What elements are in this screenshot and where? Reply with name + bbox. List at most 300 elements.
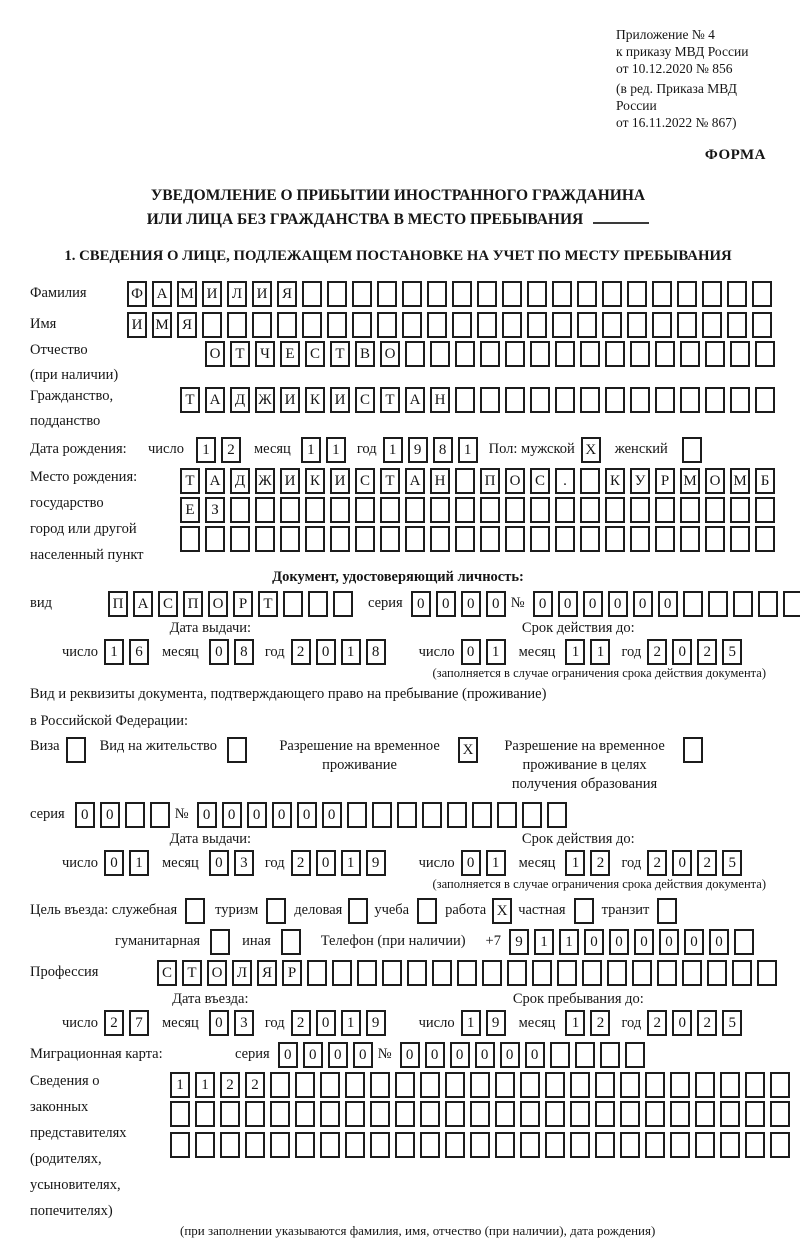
char-cell[interactable]	[405, 526, 425, 552]
char-cell[interactable]: 0	[672, 850, 692, 876]
doc-number-input[interactable]	[533, 591, 800, 617]
char-cell[interactable]	[580, 468, 600, 494]
char-cell[interactable]	[445, 1101, 465, 1127]
char-cell[interactable]: 1	[129, 850, 149, 876]
char-cell[interactable]: О	[208, 591, 228, 617]
char-cell[interactable]	[402, 312, 422, 338]
char-cell[interactable]: 2	[697, 1010, 717, 1036]
char-cell[interactable]	[680, 497, 700, 523]
char-cell[interactable]	[620, 1132, 640, 1158]
char-cell[interactable]	[727, 281, 747, 307]
char-cell[interactable]: Ж	[255, 468, 275, 494]
char-cell[interactable]: 2	[697, 639, 717, 665]
char-cell[interactable]	[330, 497, 350, 523]
char-cell[interactable]: А	[133, 591, 153, 617]
char-cell[interactable]: Л	[227, 281, 247, 307]
char-cell[interactable]	[430, 526, 450, 552]
char-cell[interactable]: 0	[316, 1010, 336, 1036]
char-cell[interactable]: 0	[475, 1042, 495, 1068]
char-cell[interactable]	[302, 312, 322, 338]
char-cell[interactable]	[382, 960, 402, 986]
char-cell[interactable]	[307, 960, 327, 986]
char-cell[interactable]: Т	[258, 591, 278, 617]
char-cell[interactable]	[205, 526, 225, 552]
char-cell[interactable]: 1	[301, 437, 321, 463]
char-cell[interactable]: 9	[408, 437, 428, 463]
char-cell[interactable]	[327, 312, 347, 338]
char-cell[interactable]	[670, 1072, 690, 1098]
char-cell[interactable]: 9	[486, 1010, 506, 1036]
char-cell[interactable]	[507, 960, 527, 986]
stay-month[interactable]	[565, 1010, 615, 1036]
char-cell[interactable]: С	[305, 341, 325, 367]
char-cell[interactable]	[352, 281, 372, 307]
char-cell[interactable]	[734, 929, 754, 955]
char-cell[interactable]	[645, 1101, 665, 1127]
char-cell[interactable]: И	[330, 468, 350, 494]
char-cell[interactable]: 2	[220, 1072, 240, 1098]
char-cell[interactable]: К	[605, 468, 625, 494]
char-cell[interactable]: 1	[565, 639, 585, 665]
char-cell[interactable]	[245, 1101, 265, 1127]
char-cell[interactable]	[420, 1132, 440, 1158]
guardians-input-row1[interactable]	[170, 1072, 795, 1098]
purpose-humanitarian-checkbox[interactable]	[210, 929, 230, 955]
char-cell[interactable]	[547, 802, 567, 828]
surname-input[interactable]	[127, 281, 777, 307]
char-cell[interactable]	[745, 1132, 765, 1158]
char-cell[interactable]: 0	[709, 929, 729, 955]
char-cell[interactable]	[370, 1072, 390, 1098]
char-cell[interactable]	[477, 312, 497, 338]
char-cell[interactable]	[427, 312, 447, 338]
char-cell[interactable]: О	[505, 468, 525, 494]
char-cell[interactable]: И	[280, 468, 300, 494]
char-cell[interactable]	[605, 497, 625, 523]
char-cell[interactable]	[470, 1132, 490, 1158]
char-cell[interactable]: 0	[209, 639, 229, 665]
char-cell[interactable]: 0	[634, 929, 654, 955]
char-cell[interactable]	[555, 526, 575, 552]
char-cell[interactable]	[170, 1101, 190, 1127]
char-cell[interactable]	[595, 1072, 615, 1098]
char-cell[interactable]	[495, 1101, 515, 1127]
char-cell[interactable]	[377, 281, 397, 307]
char-cell[interactable]: 0	[197, 802, 217, 828]
char-cell[interactable]	[280, 497, 300, 523]
purpose-tourism-checkbox[interactable]	[266, 898, 286, 924]
guardians-input-row3[interactable]	[170, 1132, 795, 1158]
resid-issue-month[interactable]	[209, 850, 259, 876]
char-cell[interactable]	[570, 1072, 590, 1098]
char-cell[interactable]: Р	[655, 468, 675, 494]
char-cell[interactable]	[320, 1072, 340, 1098]
char-cell[interactable]: 0	[411, 591, 431, 617]
char-cell[interactable]	[502, 312, 522, 338]
char-cell[interactable]	[645, 1072, 665, 1098]
char-cell[interactable]	[625, 1042, 645, 1068]
char-cell[interactable]	[295, 1072, 315, 1098]
char-cell[interactable]: Р	[282, 960, 302, 986]
birth-day-input[interactable]	[196, 437, 246, 463]
char-cell[interactable]	[430, 341, 450, 367]
char-cell[interactable]: И	[127, 312, 147, 338]
char-cell[interactable]: О	[705, 468, 725, 494]
char-cell[interactable]: Т	[180, 468, 200, 494]
name-input[interactable]	[127, 312, 777, 338]
char-cell[interactable]: 0	[461, 850, 481, 876]
char-cell[interactable]	[727, 312, 747, 338]
char-cell[interactable]: 0	[583, 591, 603, 617]
char-cell[interactable]	[495, 1132, 515, 1158]
purpose-business-checkbox[interactable]	[348, 898, 368, 924]
char-cell[interactable]: Ф	[127, 281, 147, 307]
residence-permit-checkbox[interactable]	[227, 737, 247, 763]
migration-number-input[interactable]	[400, 1042, 650, 1068]
doc-issue-month[interactable]	[209, 639, 259, 665]
char-cell[interactable]	[732, 960, 752, 986]
char-cell[interactable]	[552, 281, 572, 307]
char-cell[interactable]: 0	[303, 1042, 323, 1068]
char-cell[interactable]	[652, 312, 672, 338]
char-cell[interactable]: 0	[104, 850, 124, 876]
char-cell[interactable]	[655, 341, 675, 367]
char-cell[interactable]: 6	[129, 639, 149, 665]
char-cell[interactable]: Д	[230, 387, 250, 413]
char-cell[interactable]	[620, 1101, 640, 1127]
char-cell[interactable]	[527, 281, 547, 307]
char-cell[interactable]	[480, 387, 500, 413]
char-cell[interactable]: Т	[330, 341, 350, 367]
char-cell[interactable]: 0	[658, 591, 678, 617]
char-cell[interactable]	[620, 1072, 640, 1098]
char-cell[interactable]	[347, 802, 367, 828]
char-cell[interactable]: 3	[234, 850, 254, 876]
char-cell[interactable]	[308, 591, 328, 617]
char-cell[interactable]: Р	[233, 591, 253, 617]
char-cell[interactable]: 0	[500, 1042, 520, 1068]
char-cell[interactable]: 1	[195, 1072, 215, 1098]
char-cell[interactable]: 0	[533, 591, 553, 617]
char-cell[interactable]	[505, 341, 525, 367]
char-cell[interactable]	[605, 526, 625, 552]
char-cell[interactable]: 8	[433, 437, 453, 463]
char-cell[interactable]	[370, 1101, 390, 1127]
birth-month-input[interactable]	[301, 437, 351, 463]
char-cell[interactable]	[527, 312, 547, 338]
char-cell[interactable]: А	[152, 281, 172, 307]
char-cell[interactable]: 0	[247, 802, 267, 828]
char-cell[interactable]: 0	[316, 639, 336, 665]
resid-series-input[interactable]	[75, 802, 175, 828]
purpose-transit-checkbox[interactable]	[657, 898, 677, 924]
char-cell[interactable]	[457, 960, 477, 986]
char-cell[interactable]: 2	[590, 1010, 610, 1036]
char-cell[interactable]: 2	[291, 1010, 311, 1036]
char-cell[interactable]: С	[157, 960, 177, 986]
doc-until-day[interactable]	[461, 639, 511, 665]
char-cell[interactable]	[357, 960, 377, 986]
char-cell[interactable]: М	[177, 281, 197, 307]
char-cell[interactable]	[480, 526, 500, 552]
char-cell[interactable]	[655, 497, 675, 523]
char-cell[interactable]: 1	[341, 639, 361, 665]
char-cell[interactable]	[605, 387, 625, 413]
char-cell[interactable]: 8	[366, 639, 386, 665]
char-cell[interactable]: 1	[341, 1010, 361, 1036]
char-cell[interactable]	[470, 1072, 490, 1098]
char-cell[interactable]	[395, 1101, 415, 1127]
profession-input[interactable]	[157, 960, 782, 986]
char-cell[interactable]: 1	[486, 639, 506, 665]
char-cell[interactable]: 5	[722, 639, 742, 665]
char-cell[interactable]: 2	[291, 639, 311, 665]
char-cell[interactable]	[677, 312, 697, 338]
char-cell[interactable]	[730, 341, 750, 367]
char-cell[interactable]: 2	[647, 639, 667, 665]
char-cell[interactable]: 1	[559, 929, 579, 955]
char-cell[interactable]	[455, 497, 475, 523]
char-cell[interactable]: Н	[430, 387, 450, 413]
char-cell[interactable]: Т	[180, 387, 200, 413]
char-cell[interactable]: 5	[722, 1010, 742, 1036]
doc-series-input[interactable]	[411, 591, 511, 617]
char-cell[interactable]: 2	[221, 437, 241, 463]
char-cell[interactable]	[195, 1132, 215, 1158]
char-cell[interactable]: 1	[104, 639, 124, 665]
doc-issue-year[interactable]	[291, 639, 391, 665]
char-cell[interactable]	[555, 497, 575, 523]
char-cell[interactable]	[595, 1101, 615, 1127]
char-cell[interactable]	[332, 960, 352, 986]
char-cell[interactable]	[295, 1132, 315, 1158]
char-cell[interactable]	[277, 312, 297, 338]
char-cell[interactable]: С	[158, 591, 178, 617]
char-cell[interactable]	[670, 1132, 690, 1158]
temp-residence-checkbox[interactable]: X	[458, 737, 478, 763]
char-cell[interactable]: 2	[104, 1010, 124, 1036]
char-cell[interactable]	[480, 497, 500, 523]
char-cell[interactable]	[577, 281, 597, 307]
char-cell[interactable]: 5	[722, 850, 742, 876]
char-cell[interactable]	[150, 802, 170, 828]
resid-until-month[interactable]	[565, 850, 615, 876]
char-cell[interactable]	[305, 497, 325, 523]
char-cell[interactable]: 1	[196, 437, 216, 463]
char-cell[interactable]	[580, 526, 600, 552]
char-cell[interactable]: С	[355, 387, 375, 413]
char-cell[interactable]	[480, 341, 500, 367]
char-cell[interactable]: Д	[230, 468, 250, 494]
doc-until-month[interactable]	[565, 639, 615, 665]
char-cell[interactable]	[600, 1042, 620, 1068]
char-cell[interactable]	[627, 281, 647, 307]
char-cell[interactable]	[705, 497, 725, 523]
char-cell[interactable]	[422, 802, 442, 828]
char-cell[interactable]: 8	[234, 639, 254, 665]
char-cell[interactable]: 1	[326, 437, 346, 463]
char-cell[interactable]	[482, 960, 502, 986]
char-cell[interactable]: И	[252, 281, 272, 307]
char-cell[interactable]	[720, 1072, 740, 1098]
char-cell[interactable]: Л	[232, 960, 252, 986]
char-cell[interactable]: 0	[272, 802, 292, 828]
char-cell[interactable]: 2	[245, 1072, 265, 1098]
char-cell[interactable]: 7	[129, 1010, 149, 1036]
char-cell[interactable]: 2	[647, 1010, 667, 1036]
citizenship-input[interactable]	[180, 387, 780, 413]
char-cell[interactable]: П	[108, 591, 128, 617]
char-cell[interactable]: 2	[291, 850, 311, 876]
char-cell[interactable]: .	[555, 468, 575, 494]
char-cell[interactable]	[752, 281, 772, 307]
char-cell[interactable]	[280, 526, 300, 552]
resid-issue-day[interactable]	[104, 850, 154, 876]
char-cell[interactable]	[202, 312, 222, 338]
char-cell[interactable]: А	[205, 387, 225, 413]
char-cell[interactable]: 1	[341, 850, 361, 876]
char-cell[interactable]	[125, 802, 145, 828]
char-cell[interactable]: А	[405, 387, 425, 413]
char-cell[interactable]: 1	[461, 1010, 481, 1036]
char-cell[interactable]: 0	[209, 850, 229, 876]
char-cell[interactable]	[555, 387, 575, 413]
char-cell[interactable]: Т	[230, 341, 250, 367]
char-cell[interactable]	[520, 1072, 540, 1098]
char-cell[interactable]: У	[630, 468, 650, 494]
visa-checkbox[interactable]	[66, 737, 86, 763]
char-cell[interactable]	[757, 960, 777, 986]
char-cell[interactable]	[530, 497, 550, 523]
char-cell[interactable]: 0	[461, 591, 481, 617]
char-cell[interactable]	[707, 960, 727, 986]
entry-year[interactable]	[291, 1010, 391, 1036]
char-cell[interactable]: М	[680, 468, 700, 494]
char-cell[interactable]	[447, 802, 467, 828]
char-cell[interactable]	[532, 960, 552, 986]
char-cell[interactable]	[432, 960, 452, 986]
resid-issue-year[interactable]	[291, 850, 391, 876]
char-cell[interactable]: 0	[278, 1042, 298, 1068]
char-cell[interactable]	[720, 1101, 740, 1127]
char-cell[interactable]	[557, 960, 577, 986]
char-cell[interactable]: 0	[609, 929, 629, 955]
char-cell[interactable]	[605, 341, 625, 367]
birthplace-input-row2[interactable]	[180, 497, 780, 523]
char-cell[interactable]	[545, 1101, 565, 1127]
char-cell[interactable]	[252, 312, 272, 338]
migration-series-input[interactable]	[278, 1042, 378, 1068]
char-cell[interactable]	[295, 1101, 315, 1127]
char-cell[interactable]	[627, 312, 647, 338]
char-cell[interactable]	[755, 387, 775, 413]
sex-female-checkbox[interactable]	[682, 437, 702, 463]
char-cell[interactable]	[630, 497, 650, 523]
char-cell[interactable]: 2	[647, 850, 667, 876]
char-cell[interactable]	[220, 1132, 240, 1158]
char-cell[interactable]	[682, 960, 702, 986]
char-cell[interactable]	[402, 281, 422, 307]
char-cell[interactable]: Т	[380, 468, 400, 494]
char-cell[interactable]	[602, 281, 622, 307]
char-cell[interactable]	[530, 341, 550, 367]
char-cell[interactable]	[632, 960, 652, 986]
char-cell[interactable]: П	[183, 591, 203, 617]
char-cell[interactable]	[372, 802, 392, 828]
char-cell[interactable]	[407, 960, 427, 986]
purpose-work-checkbox[interactable]: X	[492, 898, 512, 924]
char-cell[interactable]	[472, 802, 492, 828]
resid-until-day[interactable]	[461, 850, 511, 876]
char-cell[interactable]	[455, 468, 475, 494]
char-cell[interactable]: 1	[170, 1072, 190, 1098]
char-cell[interactable]	[270, 1132, 290, 1158]
char-cell[interactable]	[530, 387, 550, 413]
char-cell[interactable]	[580, 497, 600, 523]
purpose-other-checkbox[interactable]	[281, 929, 301, 955]
char-cell[interactable]: Б	[755, 468, 775, 494]
char-cell[interactable]: М	[152, 312, 172, 338]
char-cell[interactable]	[720, 1132, 740, 1158]
char-cell[interactable]: 1	[565, 1010, 585, 1036]
char-cell[interactable]	[445, 1132, 465, 1158]
char-cell[interactable]: 2	[590, 850, 610, 876]
char-cell[interactable]	[530, 526, 550, 552]
char-cell[interactable]: И	[330, 387, 350, 413]
char-cell[interactable]	[352, 312, 372, 338]
char-cell[interactable]	[570, 1101, 590, 1127]
char-cell[interactable]	[345, 1132, 365, 1158]
char-cell[interactable]: Т	[182, 960, 202, 986]
purpose-private-checkbox[interactable]	[574, 898, 594, 924]
char-cell[interactable]: 1	[383, 437, 403, 463]
char-cell[interactable]	[455, 526, 475, 552]
char-cell[interactable]	[545, 1132, 565, 1158]
char-cell[interactable]	[702, 281, 722, 307]
char-cell[interactable]	[405, 497, 425, 523]
resid-until-year[interactable]	[647, 850, 747, 876]
char-cell[interactable]	[270, 1072, 290, 1098]
char-cell[interactable]	[522, 802, 542, 828]
char-cell[interactable]	[470, 1101, 490, 1127]
char-cell[interactable]	[555, 341, 575, 367]
patronymic-input[interactable]	[205, 341, 780, 367]
char-cell[interactable]: 0	[486, 591, 506, 617]
char-cell[interactable]	[705, 526, 725, 552]
char-cell[interactable]	[505, 526, 525, 552]
char-cell[interactable]	[345, 1072, 365, 1098]
char-cell[interactable]: О	[205, 341, 225, 367]
char-cell[interactable]	[752, 312, 772, 338]
char-cell[interactable]	[570, 1132, 590, 1158]
char-cell[interactable]	[452, 281, 472, 307]
char-cell[interactable]	[497, 802, 517, 828]
char-cell[interactable]: В	[355, 341, 375, 367]
birthplace-input-row1[interactable]	[180, 468, 780, 494]
char-cell[interactable]	[427, 281, 447, 307]
char-cell[interactable]	[370, 1132, 390, 1158]
char-cell[interactable]	[655, 526, 675, 552]
char-cell[interactable]: 0	[328, 1042, 348, 1068]
char-cell[interactable]	[582, 960, 602, 986]
char-cell[interactable]: 0	[461, 639, 481, 665]
char-cell[interactable]: 0	[222, 802, 242, 828]
char-cell[interactable]	[270, 1101, 290, 1127]
char-cell[interactable]	[520, 1132, 540, 1158]
char-cell[interactable]	[730, 497, 750, 523]
char-cell[interactable]	[355, 526, 375, 552]
char-cell[interactable]: 1	[590, 639, 610, 665]
